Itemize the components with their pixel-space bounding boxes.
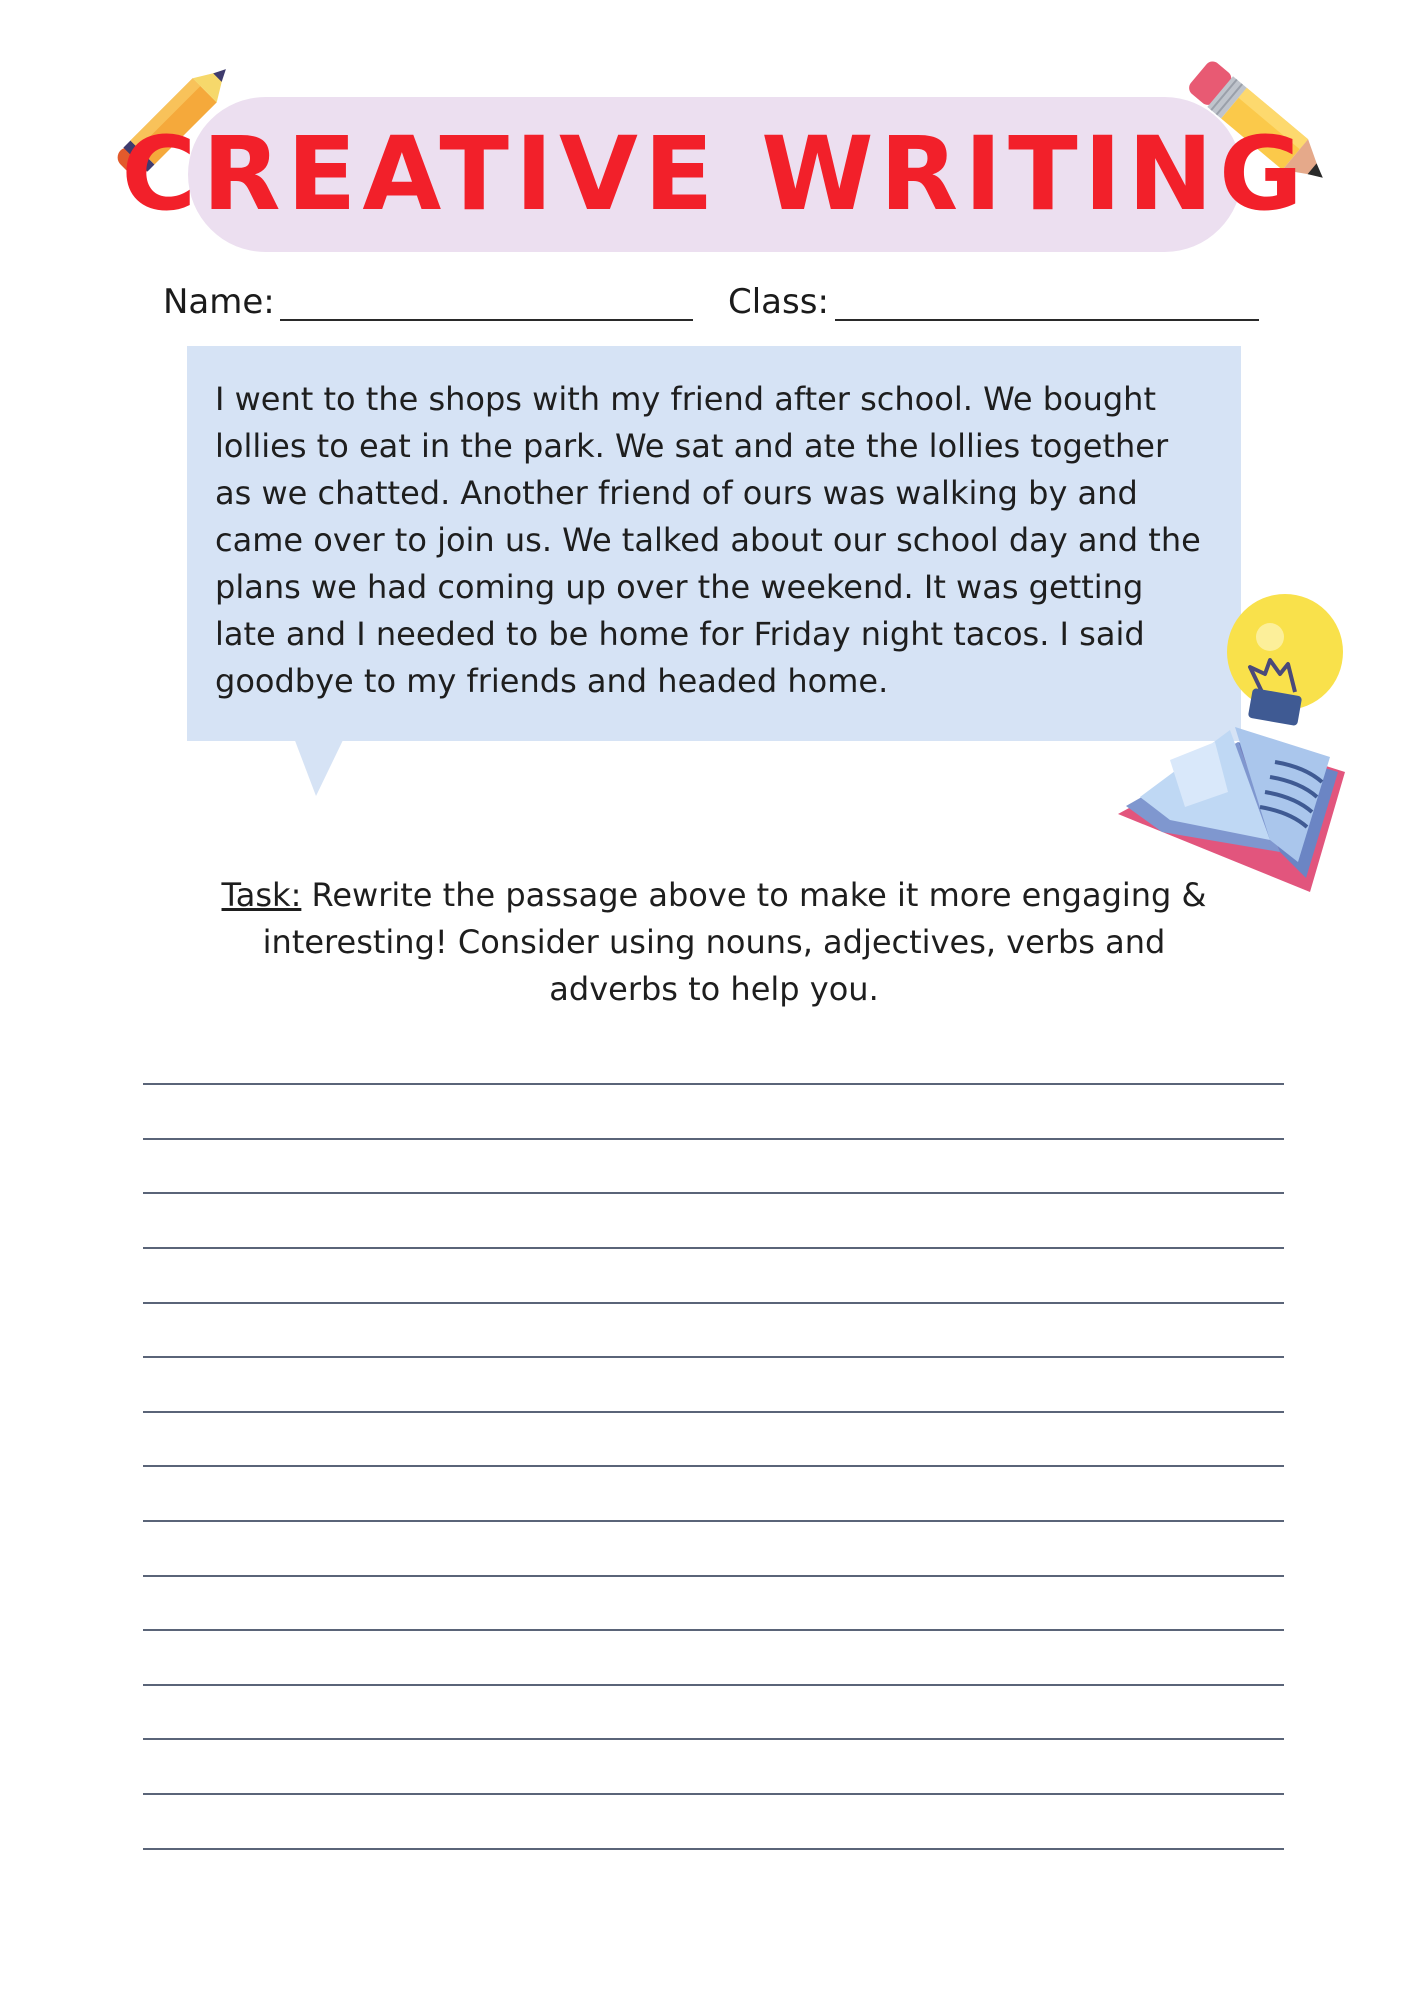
- writing-line[interactable]: [143, 1302, 1284, 1304]
- book-lightbulb-icon: [1110, 592, 1360, 892]
- title-banner: [121, 97, 1309, 252]
- class-label: Class:: [728, 282, 829, 322]
- writing-line[interactable]: [143, 1684, 1284, 1686]
- name-field[interactable]: [280, 319, 693, 321]
- writing-line[interactable]: [143, 1356, 1284, 1358]
- passage-text: I went to the shops with my friend after school. We bought lollies to eat in the park. We sat and ate the lollies together as we chatted. Another friend of ours was walking by and came over to join us. We talked about our school day and the plans we had coming up over the weekend. It was getting late and I needed to be home for Friday night tacos. I said goodbye to my friends and headed home.: [215, 380, 1201, 700]
- class-field[interactable]: [835, 319, 1259, 321]
- writing-line[interactable]: [143, 1575, 1284, 1577]
- writing-line[interactable]: [143, 1848, 1284, 1850]
- passage-box: [187, 346, 1241, 741]
- writing-line[interactable]: [143, 1192, 1284, 1194]
- writing-line[interactable]: [143, 1629, 1284, 1631]
- task-instructions: [200, 872, 1228, 1013]
- writing-line[interactable]: [143, 1738, 1284, 1740]
- page-title: CREATIVE WRITING: [121, 115, 1309, 234]
- speech-bubble-tail: [294, 738, 344, 796]
- task-label: Task:: [221, 876, 302, 914]
- writing-line[interactable]: [143, 1793, 1284, 1795]
- writing-line[interactable]: [143, 1411, 1284, 1413]
- writing-line[interactable]: [143, 1247, 1284, 1249]
- task-text: Rewrite the passage above to make it more engaging & interesting! Consider using nouns, adjectives, verbs and adverbs to help you.: [262, 876, 1207, 1008]
- writing-line[interactable]: [143, 1083, 1284, 1085]
- name-label: Name:: [163, 282, 275, 322]
- writing-line[interactable]: [143, 1520, 1284, 1522]
- writing-line[interactable]: [143, 1465, 1284, 1467]
- writing-line[interactable]: [143, 1138, 1284, 1140]
